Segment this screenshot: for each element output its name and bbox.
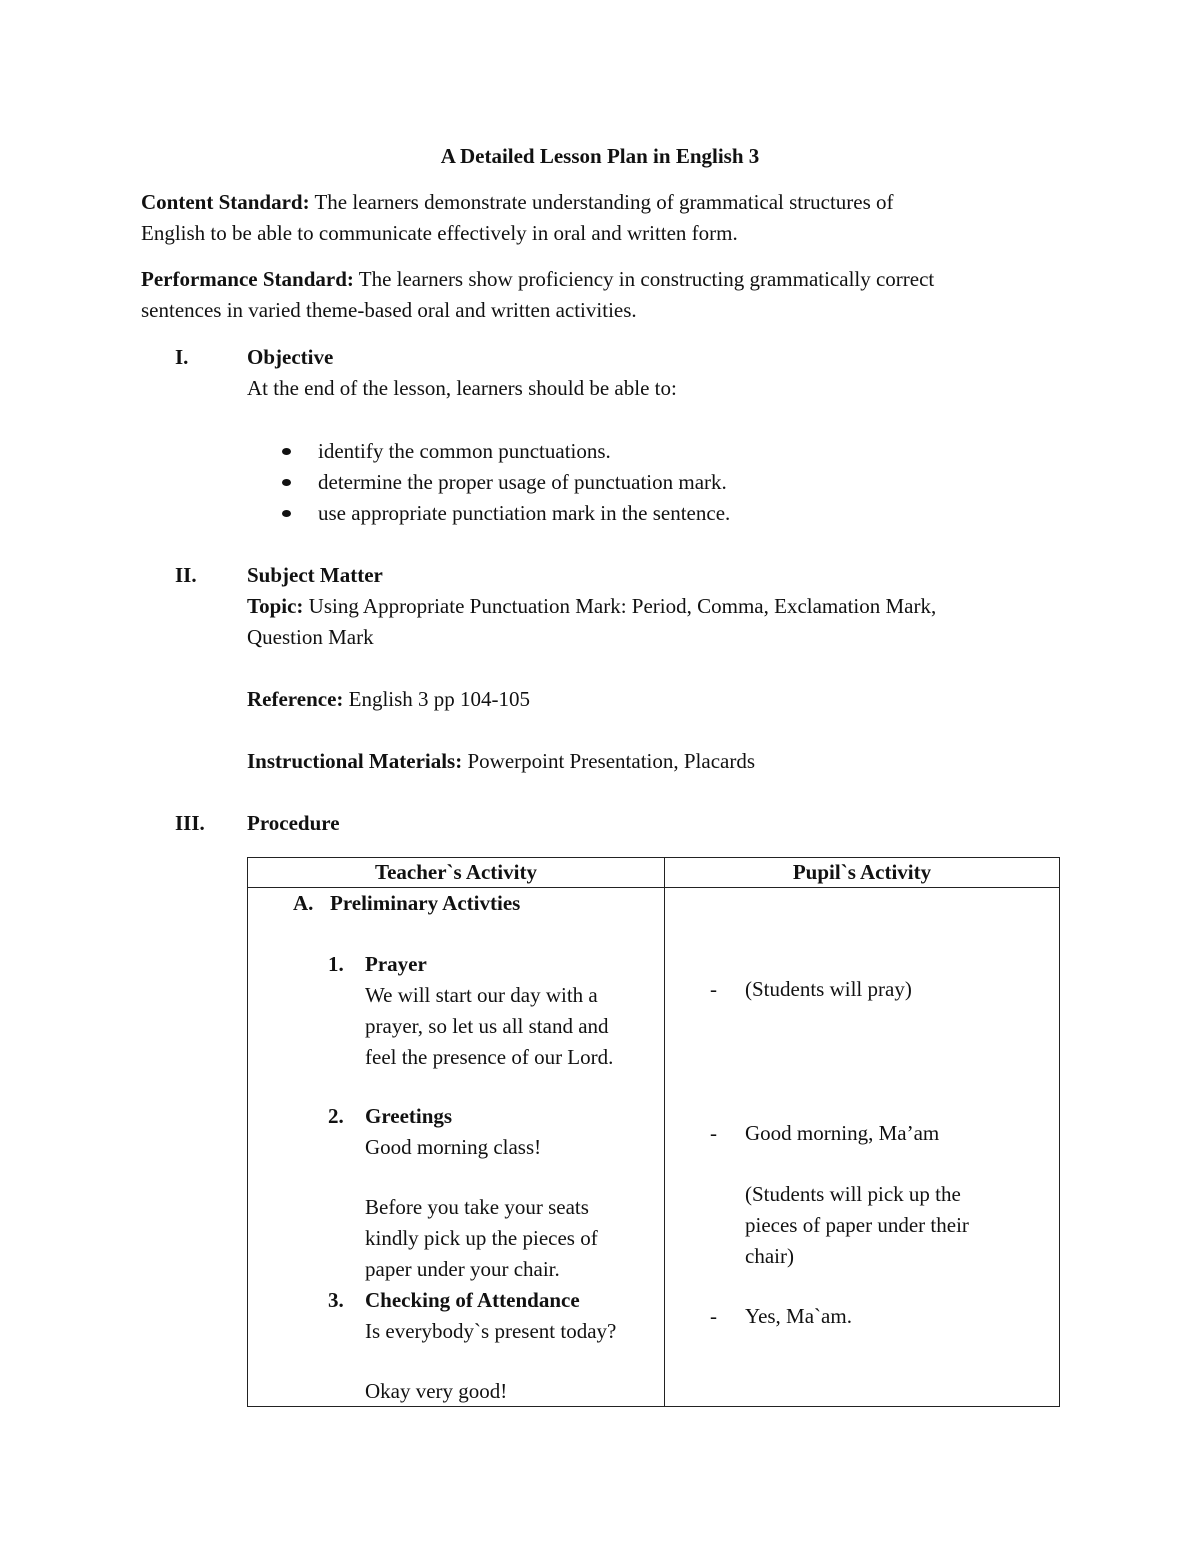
objective-bullet-3: use appropriate punctiation mark in the sentence. xyxy=(318,501,731,525)
pupil-dash: - xyxy=(710,1304,717,1328)
pupil-prayer-response: (Students will pray) xyxy=(745,977,912,1001)
objective-heading: Objective xyxy=(247,345,334,369)
prayer-title: Prayer xyxy=(365,952,427,976)
prayer-number: 1. xyxy=(328,952,344,976)
pupil-paper-response-1: (Students will pick up the xyxy=(745,1182,961,1206)
greetings-text: Good morning class! xyxy=(365,1135,542,1159)
reference-label: Reference: xyxy=(247,687,344,711)
pupil-dash: - xyxy=(710,1121,717,1145)
teacher-activity-cell xyxy=(248,888,665,1407)
content-standard-text: The learners demonstrate understanding of grammatical structures of xyxy=(314,190,894,214)
prayer-text-1: We will start our day with a xyxy=(365,983,598,1007)
materials-line xyxy=(247,746,755,777)
greetings-text-3: kindly pick up the pieces of xyxy=(365,1226,598,1250)
objective-intro: At the end of the lesson, learners should be able to: xyxy=(247,376,677,400)
procedure-numeral: III. xyxy=(175,811,205,835)
content-standard-label: Content Standard: xyxy=(141,190,310,214)
reference-value: English 3 pp 104-105 xyxy=(348,687,531,711)
section-letter: A. xyxy=(293,891,314,915)
pupil-activity-cell xyxy=(665,888,1060,1407)
topic-line2: Question Mark xyxy=(247,625,374,649)
pupil-activity-header: Pupil`s Activity xyxy=(665,858,1060,888)
pupil-greeting-response: Good morning, Ma’am xyxy=(745,1121,940,1145)
performance-standard-label: Performance Standard: xyxy=(141,267,354,291)
greetings-text-4: paper under your chair. xyxy=(365,1257,560,1281)
objective-bullet-1: identify the common punctuations. xyxy=(318,439,611,463)
objective-bullet-2: determine the proper usage of punctuation mark. xyxy=(318,470,727,494)
bullet-icon xyxy=(282,448,291,455)
pupil-paper-response-2: pieces of paper under their xyxy=(745,1213,969,1237)
performance-standard-line1 xyxy=(141,264,934,295)
topic-text: Using Appropriate Punctuation Mark: Period, Comma, Exclamation Mark, xyxy=(308,594,937,618)
pupil-paper-response-3: chair) xyxy=(745,1244,794,1268)
attendance-number: 3. xyxy=(328,1288,344,1312)
subject-matter-numeral: II. xyxy=(175,563,197,587)
topic-label: Topic: xyxy=(247,594,304,618)
materials-label: Instructional Materials: xyxy=(247,749,463,773)
attendance-text-2: Okay very good! xyxy=(365,1379,508,1403)
reference-line xyxy=(247,684,530,715)
objective-numeral: I. xyxy=(175,345,189,369)
subject-matter-heading: Subject Matter xyxy=(247,563,383,587)
materials-value: Powerpoint Presentation, Placards xyxy=(467,749,756,773)
performance-standard-text: The learners show proficiency in constructing grammatically correct xyxy=(358,267,935,291)
procedure-table-header xyxy=(248,858,1060,888)
attendance-text: Is everybody`s present today? xyxy=(365,1319,617,1343)
greetings-text-2: Before you take your seats xyxy=(365,1195,589,1219)
table-row xyxy=(248,888,1060,1407)
teacher-activity-header: Teacher`s Activity xyxy=(248,858,665,888)
greetings-title: Greetings xyxy=(365,1104,453,1128)
topic-line1 xyxy=(247,591,936,622)
pupil-dash: - xyxy=(710,977,717,1001)
pupil-attendance-response: Yes, Ma`am. xyxy=(745,1304,852,1328)
greetings-number: 2. xyxy=(328,1104,344,1128)
performance-standard-line2: sentences in varied theme-based oral and written activities. xyxy=(141,298,637,322)
procedure-heading: Procedure xyxy=(247,811,340,835)
bullet-icon xyxy=(282,510,291,517)
prayer-text-2: prayer, so let us all stand and xyxy=(365,1014,609,1038)
bullet-icon xyxy=(282,479,291,486)
attendance-title: Checking of Attendance xyxy=(365,1288,580,1312)
page-title: A Detailed Lesson Plan in English 3 xyxy=(440,144,760,168)
procedure-table xyxy=(247,857,1060,1407)
section-title: Preliminary Activties xyxy=(330,891,521,915)
prayer-text-3: feel the presence of our Lord. xyxy=(365,1045,614,1069)
content-standard-line1 xyxy=(141,187,894,218)
content-standard-line2: English to be able to communicate effectively in oral and written form. xyxy=(141,221,738,245)
